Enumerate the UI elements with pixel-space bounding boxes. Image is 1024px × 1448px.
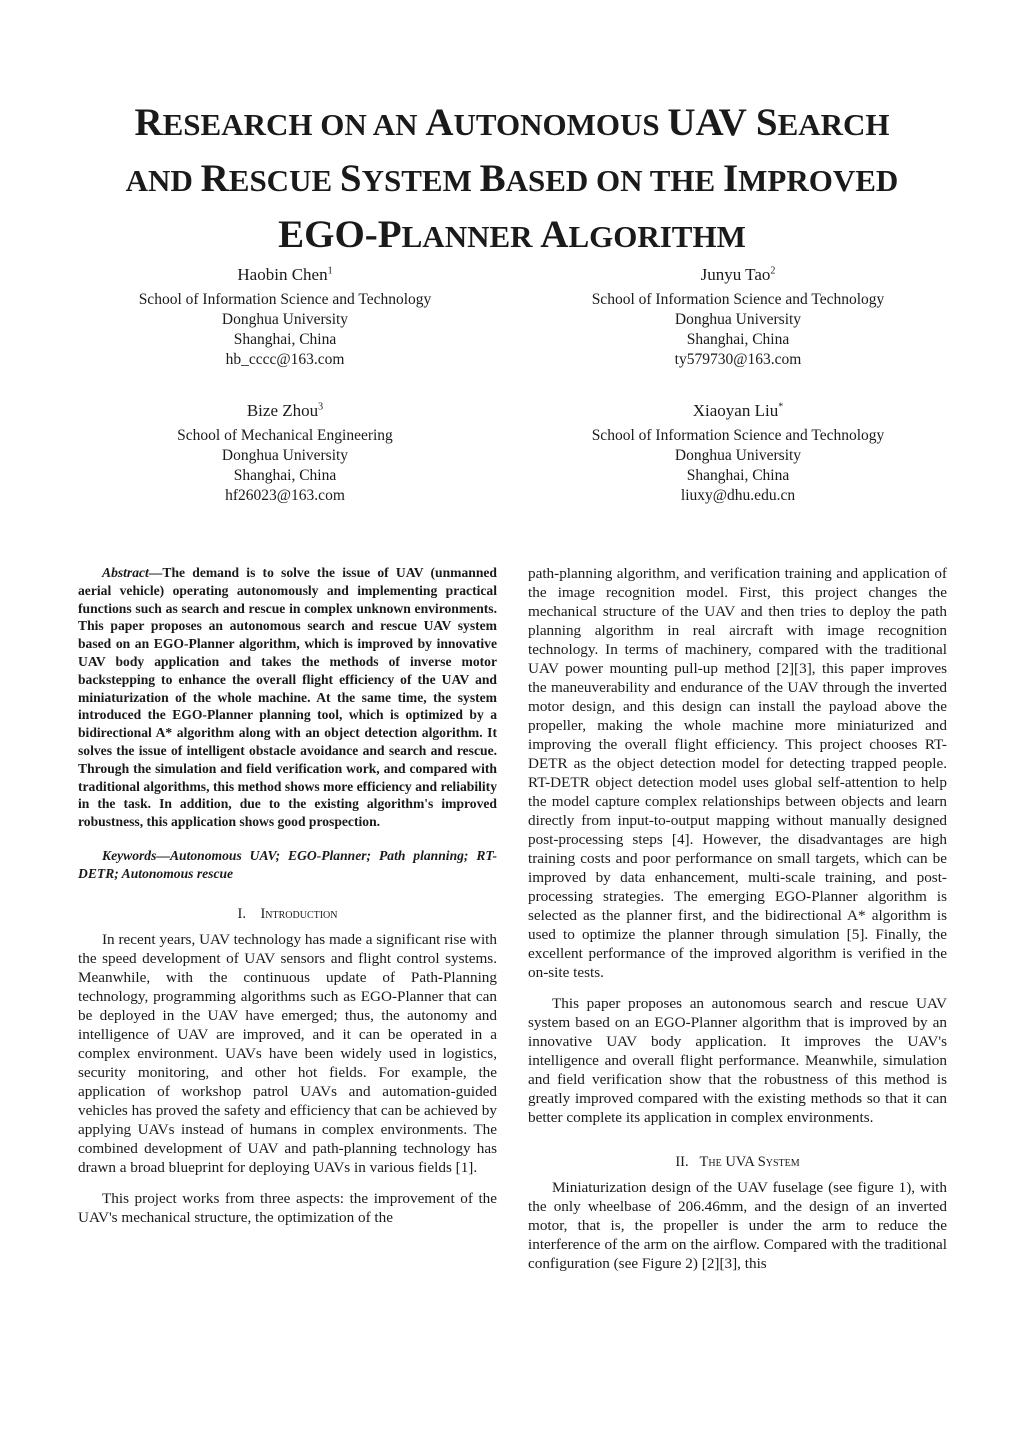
author-department: School of Information Science and Technology (591, 291, 885, 308)
author-department: School of Information Science and Technology (591, 427, 885, 444)
author-email[interactable]: hb_cccc@163.com (225, 351, 345, 368)
intro-paragraph-2: This project works from three aspects: the improvement of the UAV's mechanical structure, the optimization of the (78, 1189, 497, 1226)
abstract-lead: Abstract— (102, 565, 163, 580)
author-email[interactable]: hf26023@163.com (225, 487, 345, 504)
left-column (78, 564, 497, 1227)
author-block-3 (85, 400, 485, 506)
section-heading-introduction: I. Introduction (237, 905, 338, 922)
abstract-text: The demand is to solve the issue of UAV (unmanned aerial vehicle) operating autonomously and implementing practical functions such as search and rescue in complex unknown environments. This paper proposes an autonomous search and rescue UAV system based on an EGO-Planner algorithm, which is improved by innovative UAV body application and takes the methods of inverse motor backstepping to enhance the overall flight efficiency of the UAV and miniaturization of the whole machine. At the same time, the system introduced the EGO-Planner planning tool, which is optimized by a bidirectional A* algorithm along with an object detection algorithm. It solves the issue of intelligent obstacle avoidance and search and rescue. Through the simulation and field verification work, and compared with traditional algorithms, this method shows more efficiency and reliability in the task. In addition, due to the existing algorithm's improved robustness, this application shows good prospection. (78, 565, 497, 830)
author-city: Shanghai, China (233, 467, 337, 484)
author-block-1 (85, 264, 485, 370)
author-email[interactable]: ty579730@163.com (674, 351, 802, 368)
author-block-4 (538, 400, 938, 506)
paper-title (60, 96, 964, 264)
author-name: Haobin Chen$^1$ (237, 265, 333, 284)
author-city: Shanghai, China (686, 331, 790, 348)
intro-paragraph-4: This paper proposes an autonomous search and rescue UAV system based on an EGO-Planner algorithm that is improved by an innovative UAV body application. It improves the UAV's intelligence and overall flight performance. Meanwhile, simulation and field verification show that the robustness of this method is greatly improved compared with the existing methods so that it can better complete its application in complex environments. (528, 995, 947, 1126)
intro-paragraph-3: path-planning algorithm, and verification training and application of the image recognition model. First, this project changes the mechanical structure of the UAV and then tries to deploy the path planning algorithm in real aircraft with image recognition technology. In terms of machinery, compared with the traditional UAV power mounting pull-up method [2][3], this paper improves the maneuverability and endurance of the UAV through the inverted motor design, and this design can install the payload above the propeller, making the whole machine more miniaturized and improving the overall flight efficiency. This project chooses RT-DETR as the object detection model for detecting trapped people. RT-DETR object detection model uses global self-attention to help the model capture complex relationships between objects and learn directly from input-to-output mapping without manually designed post-processing steps [4]. However, the disadvantages are high training costs and poor performance on small targets, which can be improved by data enhancement, multi-scale training, and post-processing strategies. The emerging EGO-Planner algorithm is selected as the planner first, and the bidirectional A* algorithm is used to optimize the planner through simulation [5]. Finally, the excellent performance of the improved algorithm is verified in the on-site tests. (528, 565, 947, 981)
author-department: School of Information Science and Technology (138, 291, 432, 308)
title-line-3: EGO-PLANNER ALGORITHM (278, 213, 746, 256)
section-heading-uva-system: II. The UVA System (675, 1154, 800, 1170)
title-line-2: AND RESCUE SYSTEM BASED ON THE IMPROVED (125, 157, 899, 200)
intro-paragraph-1: In recent years, UAV technology has made a significant rise with the speed development of UAV sensors and flight control systems. Meanwhile, with the continuous update of Path-Planning technology, programming algorithms such as EGO-Planner that can be deployed in the UAV have emerged; thus, the autonomy and intelligence of UAV are improved, and it can be operated in a complex environment. UAVs have been widely used in logistics, security monitoring, and other hot fields. For example, the application of workshop patrol UAVs and automation-guided vehicles has proved the safety and efficiency that can be achieved by applying UAVs instead of humans in complex environments. The combined development of UAV and path-planning technology has drawn a broad blueprint for deploying UAVs in various fields [1]. (78, 930, 497, 1176)
title-line-1: RESEARCH ON AN AUTONOMOUS UAV SEARCH (134, 101, 890, 144)
author-university: Donghua University (674, 447, 802, 464)
author-name: Xiaoyan Liu* (692, 401, 784, 420)
author-name: Bize Zhou$^3$ (246, 401, 324, 420)
author-city: Shanghai, China (686, 467, 790, 484)
abstract (78, 564, 497, 831)
author-name: Junyu Tao$^2$ (700, 265, 776, 284)
author-city: Shanghai, China (233, 331, 337, 348)
author-university: Donghua University (221, 447, 349, 464)
author-university: Donghua University (221, 311, 349, 328)
author-university: Donghua University (674, 311, 802, 328)
right-column (528, 564, 947, 1273)
system-paragraph-1: Miniaturization design of the UAV fuselage (see figure 1), with the only wheelbase of 206.46mm, and the design of an inverted motor, that is, the propeller is under the arm to reduce the interference of the arm on the airflow. Compared with the traditional configuration (see Figure 2) [2][3], this (528, 1179, 947, 1272)
keywords: Keywords—Autonomous UAV; EGO-Planner; Path planning; RT-DETR; Autonomous rescue (78, 847, 497, 881)
author-block-2 (538, 264, 938, 370)
author-email[interactable]: liuxy@dhu.edu.cn (680, 487, 796, 504)
author-department: School of Mechanical Engineering (177, 427, 393, 444)
